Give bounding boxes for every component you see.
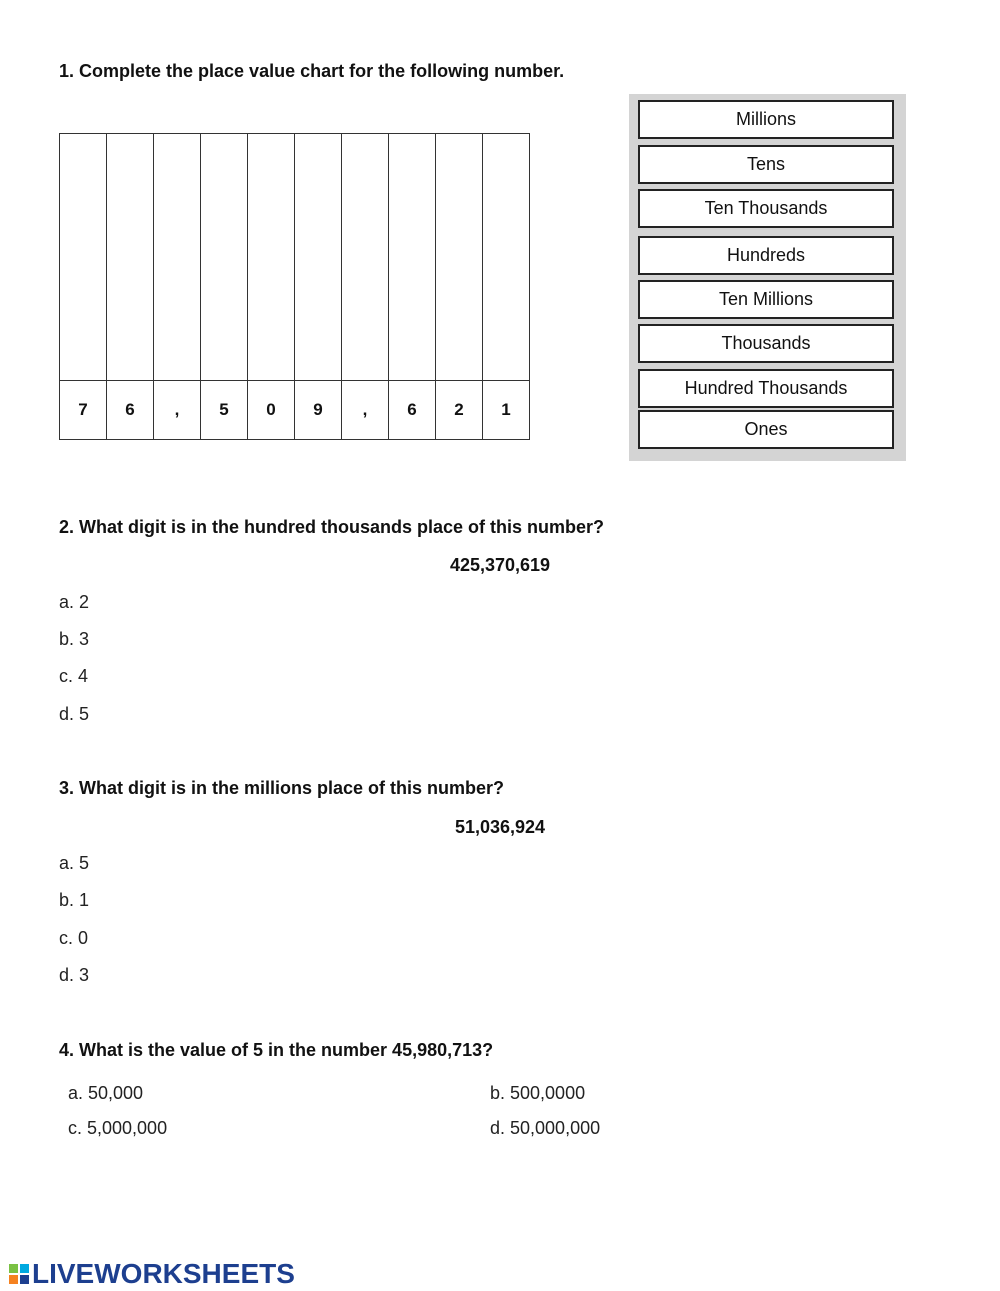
drop-zone[interactable]	[248, 134, 295, 381]
drag-chip-millions[interactable]: Millions	[638, 100, 894, 139]
q4-option-c[interactable]: c. 5,000,000	[68, 1118, 168, 1138]
q4-option-b[interactable]: b. 500,0000	[490, 1083, 586, 1103]
digit-cell: 6	[389, 381, 436, 440]
q2-option-b[interactable]: b. 3	[59, 629, 90, 649]
drop-zone[interactable]	[60, 134, 107, 381]
q2-option-d[interactable]: d. 5	[59, 704, 90, 724]
question-2-title: 2. What digit is in the hundred thousands place of this number?	[59, 517, 605, 537]
drop-zone[interactable]	[342, 134, 389, 381]
q3-option-b[interactable]: b. 1	[59, 890, 90, 910]
q3-option-c[interactable]: c. 0	[59, 928, 89, 948]
q2-option-c[interactable]: c. 4	[59, 666, 89, 686]
question-4-title: 4. What is the value of 5 in the number 45,980,713?	[59, 1040, 494, 1060]
drag-chip-hundreds[interactable]: Hundreds	[638, 236, 894, 275]
q3-option-d[interactable]: d. 3	[59, 965, 90, 985]
digit-cell: 0	[248, 381, 295, 440]
logo-square	[20, 1264, 29, 1273]
digit-cell: 7	[60, 381, 107, 440]
drag-chip-tens[interactable]: Tens	[638, 145, 894, 184]
digit-cell: 6	[107, 381, 154, 440]
drag-chip-hundred-thousands[interactable]: Hundred Thousands	[638, 369, 894, 408]
drop-zone[interactable]	[201, 134, 248, 381]
drop-zone[interactable]	[295, 134, 342, 381]
digit-cell: 9	[295, 381, 342, 440]
drop-zone[interactable]	[483, 134, 530, 381]
question-2-number: 425,370,619	[449, 555, 551, 575]
drag-chip-ten-millions[interactable]: Ten Millions	[638, 280, 894, 319]
q4-option-d[interactable]: d. 50,000,000	[490, 1118, 601, 1138]
drop-zone[interactable]	[389, 134, 436, 381]
drop-zone[interactable]	[107, 134, 154, 381]
logo-square	[20, 1275, 29, 1284]
digit-cell: 5	[201, 381, 248, 440]
drop-zone-row	[60, 134, 530, 381]
logo-text: LIVEWORKSHEETS	[32, 1258, 295, 1289]
drag-chip-ones[interactable]: Ones	[638, 410, 894, 449]
question-3-number: 51,036,924	[454, 817, 546, 837]
drag-chip-ten-thousands[interactable]: Ten Thousands	[638, 189, 894, 228]
digit-cell: 1	[483, 381, 530, 440]
drop-zone[interactable]	[436, 134, 483, 381]
drop-zone[interactable]	[154, 134, 201, 381]
drag-chip-thousands[interactable]: Thousands	[638, 324, 894, 363]
digit-cell: ,	[342, 381, 389, 440]
digit-cell: 2	[436, 381, 483, 440]
place-value-chart	[59, 133, 530, 440]
digit-cell: ,	[154, 381, 201, 440]
question-1-title: 1. Complete the place value chart for the following number.	[59, 61, 565, 81]
logo-square	[9, 1264, 18, 1273]
word-bank	[629, 94, 906, 461]
logo-square	[9, 1275, 18, 1284]
liveworksheets-logo	[9, 1259, 295, 1289]
question-3-title: 3. What digit is in the millions place of this number?	[59, 778, 505, 798]
digit-row	[60, 381, 530, 440]
q3-option-a[interactable]: a. 5	[59, 853, 90, 873]
q2-option-a[interactable]: a. 2	[59, 592, 90, 612]
q4-option-a[interactable]: a. 50,000	[68, 1083, 144, 1103]
logo-mark-icon	[9, 1264, 29, 1284]
